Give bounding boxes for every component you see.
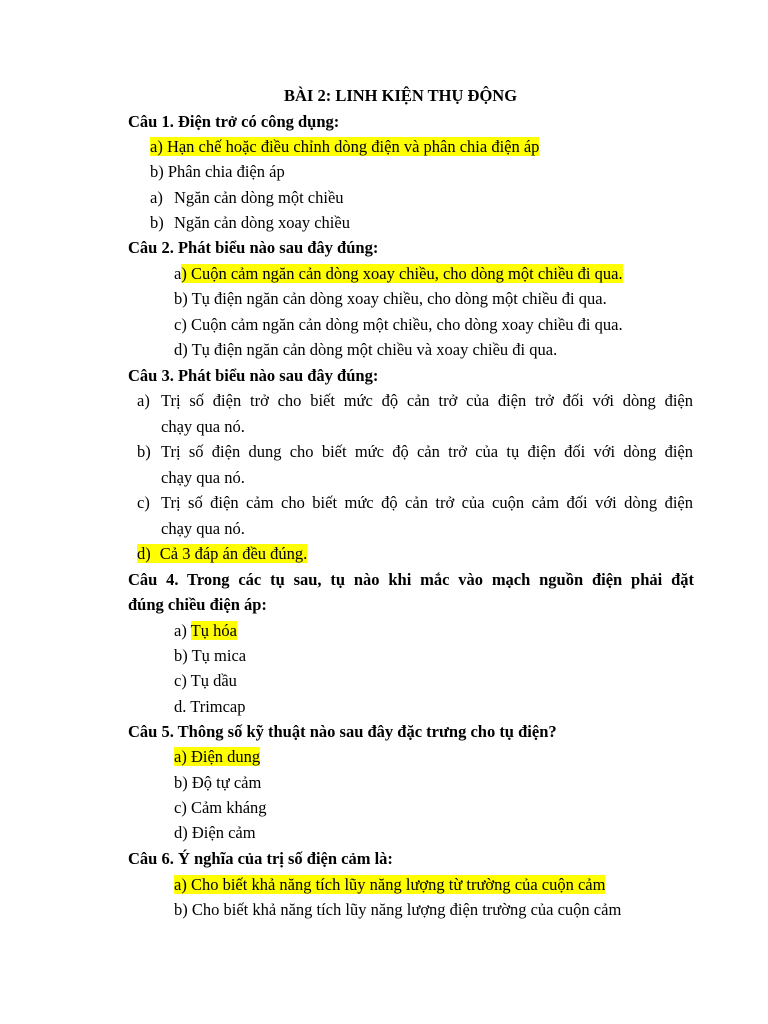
q4-option-a <box>174 620 237 642</box>
q2-option-d: d) Tụ điện ngăn cản dòng một chiều và xoay chiều đi qua. <box>174 340 558 359</box>
q1-option-d-text: Ngăn cản dòng xoay chiều <box>174 213 350 232</box>
q2-option-b: b) Tụ điện ngăn cản dòng xoay chiều, cho dòng một chiều đi qua. <box>174 289 607 308</box>
q3-option-c-marker: c) <box>137 493 150 512</box>
q4-option-a-highlight: Tụ hóa <box>190 621 237 640</box>
q2-option-a-marker: a <box>174 264 182 283</box>
q3-option-d-highlight <box>137 544 307 563</box>
q6-option-a-highlight: a) Cho biết khả năng tích lũy năng lượng từ trường của cuộn cảm <box>174 875 606 894</box>
q5-option-a-highlight: a) Điện dung <box>174 747 261 766</box>
question-5: Câu 5. Thông số kỹ thuật nào sau đây đặc trưng cho tụ điện? <box>128 722 557 741</box>
q3-option-a-marker: a) <box>137 391 150 410</box>
question-6: Câu 6. Ý nghĩa của trị số điện cảm là: <box>128 849 393 868</box>
q3-option-d <box>137 543 307 565</box>
q2-option-a-highlight: ) Cuộn cảm ngăn cản dòng xoay chiều, cho dòng một chiều đi qua. <box>181 264 623 283</box>
q5-option-b: b) Độ tự cảm <box>174 773 262 792</box>
q5-option-d: d) Điện cảm <box>174 823 256 842</box>
question-1: Câu 1. Điện trở có công dụng: <box>128 112 340 131</box>
q3-option-d-text: Cả 3 đáp án đều đúng. <box>159 544 308 563</box>
q3-option-a-line1: Trị số điện trở cho biết mức độ cản trở của điện trở đối với dòng điện <box>161 391 693 410</box>
q4-option-d: d. Trimcap <box>174 697 246 716</box>
q4-option-b: b) Tụ mica <box>174 646 247 665</box>
q2-option-c: c) Cuộn cảm ngăn cản dòng một chiều, cho dòng xoay chiều đi qua. <box>174 315 623 334</box>
question-4-line1: Câu 4. Trong các tụ sau, tụ nào khi mắc vào mạch nguồn điện phải đặt <box>128 570 694 589</box>
question-3: Câu 3. Phát biểu nào sau đây đúng: <box>128 366 379 385</box>
q3-option-b-marker: b) <box>137 442 151 461</box>
q1-option-c-text: Ngăn cản dòng một chiều <box>174 188 344 207</box>
q4-option-c: c) Tụ dầu <box>174 671 237 690</box>
page-title: BÀI 2: LINH KIỆN THỤ ĐỘNG <box>284 86 518 105</box>
q3-option-a-line2: chạy qua nó. <box>161 417 245 436</box>
q1-option-a <box>150 136 539 158</box>
q1-option-d-marker: b) <box>150 213 164 232</box>
q3-option-c-line1: Trị số điện cảm cho biết mức độ cản trở của cuộn cảm đối với dòng điện <box>161 493 693 512</box>
q1-option-c-marker: a) <box>150 188 163 207</box>
q6-option-b: b) Cho biết khả năng tích lũy năng lượng điện trường của cuộn cảm <box>174 900 622 919</box>
q3-option-d-marker: d) <box>137 544 151 563</box>
q1-option-c <box>150 187 344 209</box>
q4-option-a-marker: a) <box>174 621 187 640</box>
q1-option-b: b) Phân chia điện áp <box>150 162 285 181</box>
q3-option-c-line2: chạy qua nó. <box>161 519 245 538</box>
question-2: Câu 2. Phát biểu nào sau đây đúng: <box>128 238 379 257</box>
q2-option-a <box>174 263 623 285</box>
q3-option-b-line2: chạy qua nó. <box>161 468 245 487</box>
q6-option-a <box>174 874 605 896</box>
q5-option-a <box>174 746 260 768</box>
q5-option-c: c) Cảm kháng <box>174 798 267 817</box>
q1-option-a-highlight: a) Hạn chế hoặc điều chỉnh dòng điện và phân chia điện áp <box>150 137 540 156</box>
question-4-line2: đúng chiều điện áp: <box>128 595 267 614</box>
q3-option-b-line1: Trị số điện dung cho biết mức độ cản trở của tụ điện đối với dòng điện <box>161 442 693 461</box>
q1-option-d <box>150 212 350 234</box>
